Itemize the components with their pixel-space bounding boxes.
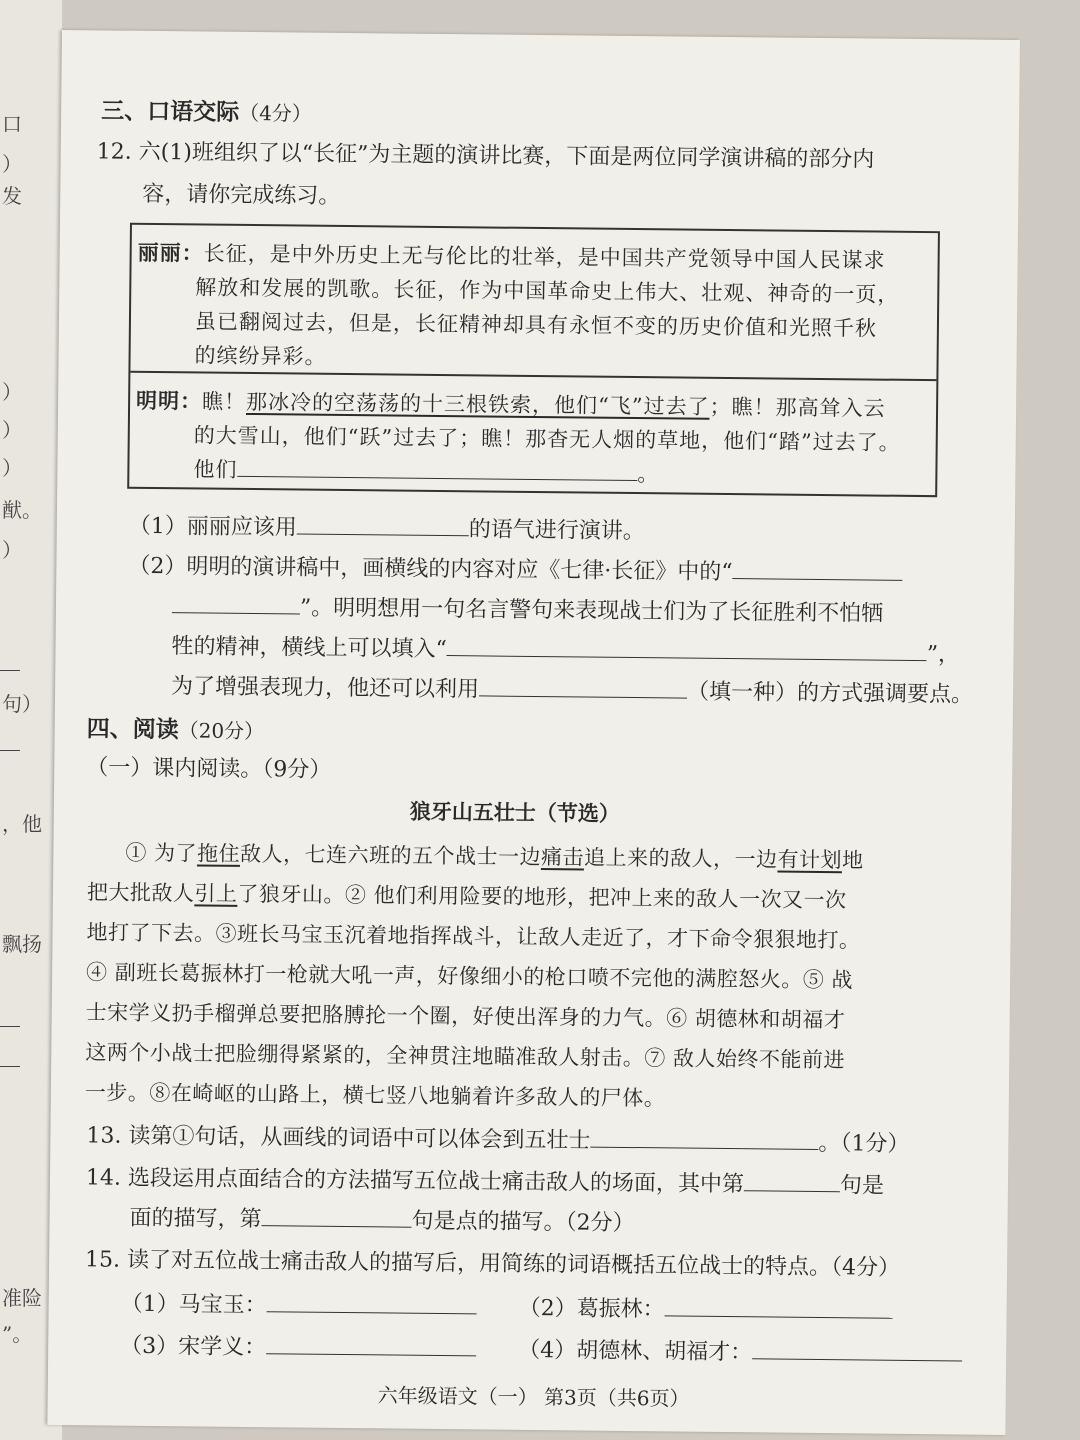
section4-score: （20分） (178, 718, 265, 744)
q12-line2: 容，请你完成练习。 (142, 181, 341, 209)
sub2-text: ”。明明想用一句名言警句来表现战士们为了长征胜利不怕牺 (299, 595, 884, 627)
q15-text: 读了对五位战士痛击敌人的描写后，用简练的词语概括五位战士的特点。（4分） (126, 1247, 901, 1281)
tone-blank[interactable] (297, 511, 469, 536)
edge-text: ） (2, 152, 22, 176)
q14-line1 (86, 1160, 884, 1199)
underlined-word: 痛击 (540, 845, 585, 870)
sub2-text: 牲的精神，横线上可以填入“ (171, 634, 447, 663)
article-text: 把大批敌人 (86, 880, 195, 906)
q12-sub2-line4 (171, 669, 973, 708)
quote-blank[interactable] (447, 633, 927, 661)
q14-line2 (129, 1201, 634, 1237)
speech-box (127, 223, 940, 497)
sub2-text: 为了增强表现力，他还可以利用 (170, 674, 480, 703)
q15-blank-2[interactable] (665, 1293, 893, 1318)
edge-rule (0, 750, 20, 751)
q14-text: 句是点的描写。（2分） (411, 1208, 635, 1237)
q12-sub2-line3 (171, 629, 960, 668)
mingming-text: 瞧！ (201, 389, 247, 414)
sub1-text: （1）丽丽应该用 (128, 513, 297, 541)
edge-text: ） (2, 456, 22, 480)
section3-score: （4分） (239, 100, 312, 126)
sub2-text: （2）明明的演讲稿中，画横线的内容对应《七律·长征》中的“ (128, 553, 733, 586)
q15-blank-4[interactable] (752, 1336, 962, 1361)
q15-number: 15. (84, 1247, 121, 1273)
q15-sub1 (121, 1287, 477, 1322)
lili-label: 丽丽： (137, 239, 204, 266)
lili-line-4: 的缤纷异彩。 (194, 343, 327, 369)
q14-text: 选段运用点面结合的方法描写五位战士痛击敌人的场面，其中第 (127, 1165, 745, 1198)
edge-text: 飘扬 (2, 932, 42, 956)
article-text: 了狼牙山。② 他们利用险要的地形，把冲上来的敌人一次又一次 (237, 881, 847, 913)
edge-text: ） (2, 538, 22, 562)
q12-sub1 (129, 509, 645, 545)
q13-blank[interactable] (590, 1125, 818, 1150)
underlined-word: 有计划 (777, 847, 843, 873)
q15-label: （3）宋学义： (120, 1333, 267, 1361)
article-line-2 (87, 876, 847, 914)
edge-text: 准险 (2, 1286, 42, 1310)
q14-blank-point[interactable] (262, 1203, 412, 1228)
poem-blank-a[interactable] (733, 556, 903, 581)
edge-text: 口 (2, 112, 22, 136)
mingming-text: 他们 (193, 457, 238, 482)
q14-text: 句是 (839, 1173, 885, 1199)
lili-line-3: 虽已翻阅过去，但是，长征精神却具有永恒不变的历史价值和光照千秋 (194, 309, 878, 341)
article-text: 敌人，七连六班的五个战士一边 (239, 841, 542, 870)
article-text: ① 为了 (125, 840, 198, 866)
article-line-1 (125, 837, 863, 875)
edge-text: ） (2, 380, 22, 404)
article-line-3: 地打了下去。③班长马宝玉沉着地指挥战斗，让敌人走近了，才下命令狠狠地打。 (86, 920, 861, 953)
edge-text: 发 (2, 184, 22, 208)
poem-blank-b[interactable] (172, 590, 300, 614)
method-blank[interactable] (479, 673, 687, 698)
article-text: 地 (841, 848, 864, 873)
page-footer: 六年级语文（一） 第3页（共6页） (377, 1383, 690, 1411)
edge-text: ”。 (2, 1322, 33, 1346)
mingming-text: ；瞧！那高耸入云 (709, 394, 886, 421)
q15-sub4 (518, 1333, 962, 1369)
mingming-line-3 (193, 453, 659, 488)
lili-text: 长征，是中外历史上无与伦比的壮举，是中国共产党领导中国人民谋求 (203, 241, 886, 273)
q14-number: 14. (85, 1165, 122, 1191)
edge-text: 句） (2, 692, 42, 716)
edge-rule (0, 670, 20, 671)
q15-blank-3[interactable] (266, 1331, 476, 1356)
q15-label: （4）胡德林、胡福才： (518, 1337, 753, 1366)
edge-text: 猷。 (2, 498, 42, 522)
section3-heading (101, 92, 312, 127)
lili-line-2: 解放和发展的凯歌。长征，作为中国革命史上伟大、壮观、神奇的一页， (195, 275, 900, 307)
q15-sub2 (518, 1291, 892, 1326)
article-line-4: ④ 副班长葛振林打一枪就大吼一声，好像细小的枪口喷不完他的满腔怒火。⑤ 战 (86, 960, 854, 993)
q12-line1 (97, 134, 875, 173)
edge-rule (0, 1066, 20, 1067)
article-line-7: 一步。⑧在崎岖的山路上，横七竖八地躺着许多敌人的尸体。 (84, 1080, 666, 1111)
q13 (86, 1118, 909, 1158)
article-line-6: 这两个小战士把脸绷得紧紧的，全神贯注地瞄准敌人射击。⑦ 敌人始终不能前进 (85, 1040, 846, 1073)
mingming-label: 明明： (135, 387, 203, 414)
q13-number: 13. (86, 1123, 122, 1149)
sub1-text: 的语气进行演讲。 (468, 517, 645, 545)
q13-text: 读第①句话，从画线的词语中可以体会到五壮士 (128, 1123, 591, 1154)
q15-blank-1[interactable] (267, 1289, 477, 1314)
q13-score: 。（1分） (818, 1130, 910, 1157)
q14-text: 面的描写，第 (129, 1205, 262, 1233)
q12-sub2-line1 (128, 549, 903, 588)
edge-rule (0, 1026, 20, 1027)
article-title: 狼牙山五壮士（节选） (409, 798, 620, 826)
mingming-line-2: 的大雪山，他们“跃”过去了；瞧！那杳无人烟的草地，他们“踏”过去了。 (193, 423, 901, 455)
q12-number: 12. (96, 139, 132, 165)
sub2-text: ”， (926, 642, 961, 668)
mingming-line-1 (136, 385, 886, 423)
q15-line (85, 1242, 900, 1282)
underlined-word: 拖住 (196, 841, 241, 866)
sub2-text: （填一种）的方式强调要点。 (686, 679, 974, 708)
q14-blank-face[interactable] (744, 1168, 840, 1192)
box-divider (130, 371, 936, 381)
q12-text-1: 六(1)班组织了以“长征”为主题的演讲比赛，下面是两位同学演讲稿的部分内 (138, 139, 875, 173)
mingming-blank[interactable] (237, 454, 637, 481)
article-line-5: 士宋学义扔手榴弹总要把胳膊抡一个圈，好使出浑身的力气。⑥ 胡德林和胡福才 (85, 1000, 846, 1033)
q12-sub2-line2 (172, 589, 884, 627)
lili-line-1 (138, 237, 886, 275)
q15-label: （2）葛振林： (518, 1295, 665, 1323)
edge-text: ，他 (2, 812, 42, 836)
q15-sub3 (120, 1329, 476, 1364)
section4-heading (87, 710, 265, 745)
underlined-word: 引上 (194, 881, 238, 906)
exam-page (47, 30, 1020, 1435)
edge-text: ） (2, 418, 22, 442)
mingming-underlined-text: 那冰冷的空荡荡的十三根铁索，他们“飞”过去了 (245, 389, 710, 419)
mingming-text: 。 (637, 462, 660, 487)
q15-label: （1）马宝玉： (120, 1291, 267, 1319)
section4-title: 四、阅读 (86, 715, 179, 744)
article-text: 追上来的敌人，一边 (583, 845, 778, 872)
section4-part1: （一）课内阅读。（9分） (86, 755, 332, 783)
section3-title: 三、口语交际 (101, 97, 240, 126)
